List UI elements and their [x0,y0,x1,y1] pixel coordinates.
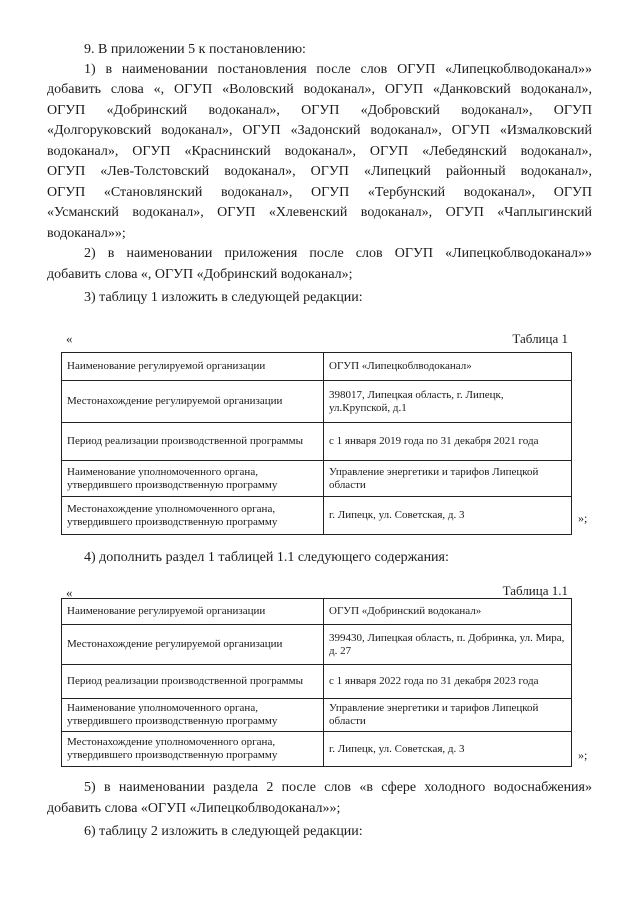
table-cell: ОГУП «Липецкоблводоканал» [324,353,572,381]
table11-caption: Таблица 1.1 [502,583,568,598]
table1-caption: Таблица 1 [512,331,568,346]
item5-line: добавить слова «ОГУП «Липецкоблводоканал»»; [47,801,341,816]
table-cell: Период реализации производственной программы [62,423,324,461]
item1-line: ОГУП «Добринский водоканал», ОГУП «Добровский водоканал», ОГУП [47,103,592,118]
table-row [62,423,572,461]
item6-line: 6) таблицу 2 изложить в следующей редакции: [84,824,363,839]
table-row [62,353,572,381]
table-cell: Наименование регулируемой организации [62,353,324,381]
table-cell: г. Липецк, ул. Советская, д. 3 [324,497,572,535]
item1-line: водоканал»»; [47,226,126,241]
table-cell: 398017, Липецкая область, г. Липецк, ул.Крупской, д.1 [324,381,572,423]
table-cell: Наименование уполномоченного органа, утвердившего производственную программу [62,461,324,497]
item1-line: 1) в наименовании постановления после слов ОГУП «Липецкоблводоканал»» [84,62,592,77]
table-row [62,665,572,699]
table-cell: Местонахождение регулируемой организации [62,381,324,423]
table11-open-quote: « [66,585,73,600]
item1-line: ОГУП «Становлянский водоканал», ОГУП «Тербунский водоканал», ОГУП [47,185,592,200]
table1 [61,352,572,535]
item2-line: 2) в наименовании приложения после слов ОГУП «Липецкоблводоканал»» [84,246,592,261]
table-cell: Управление энергетики и тарифов Липецкой области [324,699,572,732]
item1-line: добавить слова «, ОГУП «Воловский водоканал», ОГУП «Данковский водоканал», [47,82,592,97]
table-row [62,599,572,625]
table-cell: Управление энергетики и тарифов Липецкой области [324,461,572,497]
item1-line: водоканал», ОГУП «Краснинский водоканал», ОГУП «Лебедянский водоканал», [47,144,592,159]
table-cell: Период реализации производственной программы [62,665,324,699]
table-row [62,461,572,497]
table-cell: с 1 января 2019 года по 31 декабря 2021 года [324,423,572,461]
table-cell: Наименование регулируемой организации [62,599,324,625]
table-row [62,732,572,767]
table-cell: 399430, Липецкая область, п. Добринка, ул. Мира, д. 27 [324,625,572,665]
table11 [61,598,572,767]
item4-line: 4) дополнить раздел 1 таблицей 1.1 следующего содержания: [84,550,449,565]
table-row [62,381,572,423]
table-cell: Местонахождение уполномоченного органа, утвердившего производственную программу [62,497,324,535]
item5-line: 5) в наименовании раздела 2 после слов «в сфере холодного водоснабжения» [84,780,592,795]
table-cell: с 1 января 2022 года по 31 декабря 2023 года [324,665,572,699]
table-cell: Наименование уполномоченного органа, утвердившего производственную программу [62,699,324,732]
table1-open-quote: « [66,331,73,346]
table11-close-mark: »; [578,748,588,762]
item1-line: «Усманский водоканал», ОГУП «Хлевенский водоканал», ОГУП «Чаплыгинский [47,205,592,220]
item1-line: «Долгоруковский водоканал», ОГУП «Задонский водоканал», ОГУП «Измалковский [47,123,592,138]
item1-line: ОГУП «Лев-Толстовский водоканал», ОГУП «Липецкий районный водоканал», [47,164,592,179]
section-heading: 9. В приложении 5 к постановлению: [84,42,306,57]
table-row [62,699,572,732]
item3-line: 3) таблицу 1 изложить в следующей редакции: [84,290,363,305]
table-row [62,625,572,665]
table1-close-mark: »; [578,511,588,525]
table-cell: Местонахождение уполномоченного органа, утвердившего производственную программу [62,732,324,767]
table-cell: ОГУП «Добринский водоканал» [324,599,572,625]
table-cell: г. Липецк, ул. Советская, д. 3 [324,732,572,767]
table-cell: Местонахождение регулируемой организации [62,625,324,665]
item2-line: добавить слова «, ОГУП «Добринский водоканал»; [47,267,353,282]
table-row [62,497,572,535]
